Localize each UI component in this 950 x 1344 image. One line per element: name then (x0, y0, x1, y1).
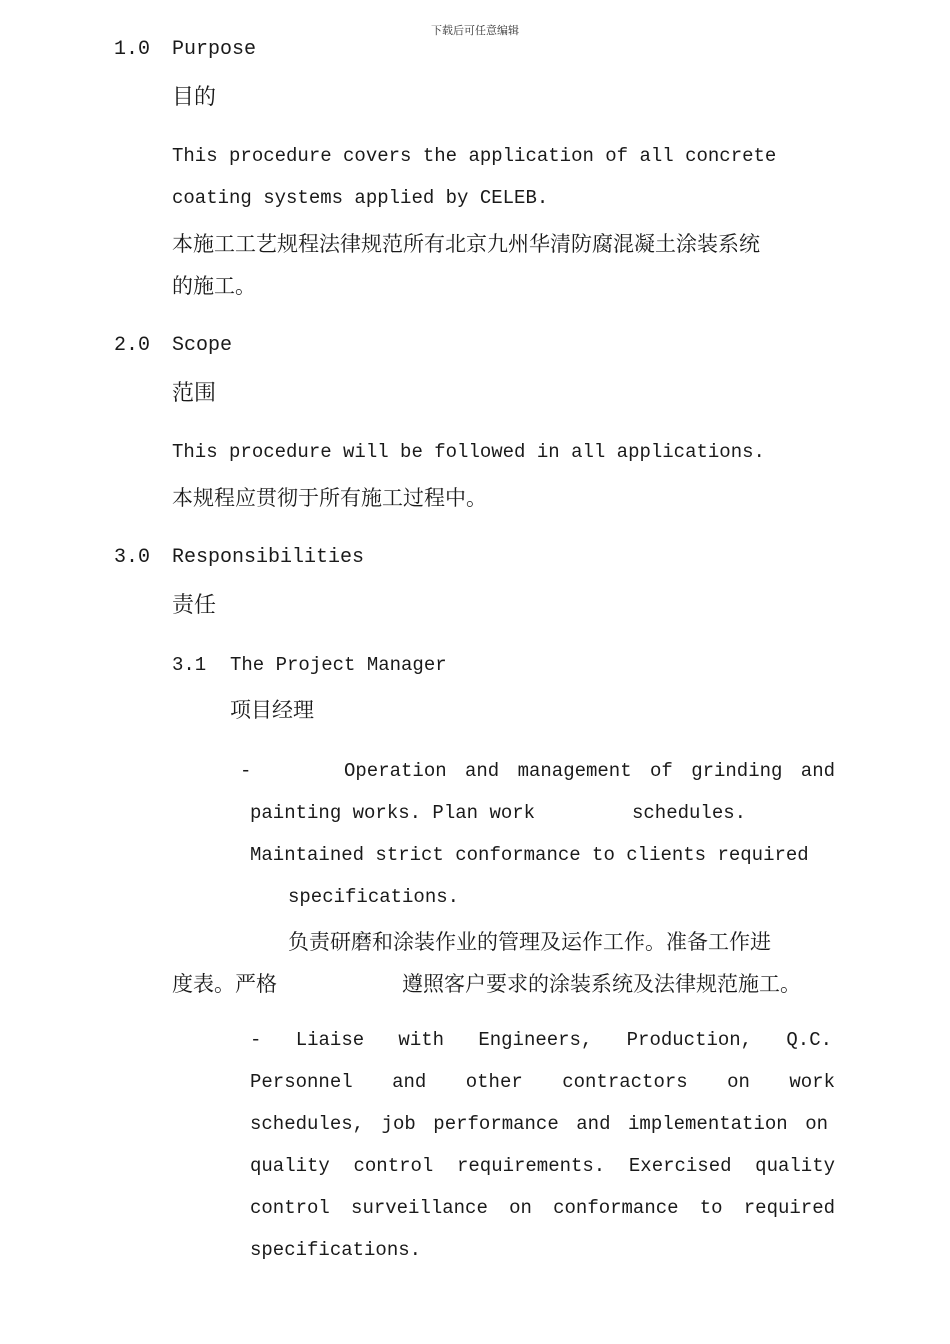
subsection-title-cn: 项目经理 (230, 698, 314, 722)
section-title: Purpose (172, 38, 257, 61)
section-title-cn: 目的 (172, 85, 217, 110)
subsection-number: 3.1 (172, 654, 207, 676)
list-item-line: painting works. Plan work (250, 802, 536, 824)
section-title: Responsibilities (172, 546, 365, 569)
subsection-title: The Project Manager (230, 654, 447, 676)
list-item-line: Maintained strict conformance to clients required (250, 844, 809, 866)
list-item-line: specifications. (250, 1239, 422, 1261)
paragraph-line: This procedure covers the application of all concrete (172, 145, 777, 167)
watermark: 下载后可任意编辑 (431, 24, 519, 37)
section-number: 1.0 (114, 38, 151, 61)
paragraph-line: coating systems applied by CELEB. (172, 187, 549, 209)
section-number: 3.0 (114, 546, 151, 569)
section-title-cn: 范围 (172, 381, 217, 406)
paragraph-line-cn: 本规程应贯彻于所有施工过程中。 (172, 486, 487, 510)
list-item-line-cn: 负责研磨和涂装作业的管理及运作工作。准备工作进 (288, 930, 771, 954)
section-title-cn: 责任 (172, 593, 217, 618)
list-item-line: quality control requirements. Exercised quality (250, 1155, 835, 1177)
list-item-line: control surveillance on conformance to required (250, 1197, 835, 1219)
paragraph-line-cn: 本施工工艺规程法律规范所有北京九州华清防腐混凝土涂装系统 (172, 232, 760, 256)
paragraph-line-cn: 的施工。 (172, 274, 256, 298)
section-number: 2.0 (114, 334, 151, 357)
list-item-line: specifications. (288, 886, 460, 908)
list-item-line: schedules, job performance and implementation on (250, 1113, 828, 1135)
list-item-line: schedules. (632, 802, 747, 824)
list-item-line-cn: 度表。严格 (172, 972, 277, 996)
list-item-line: - Liaise with Engineers, Production, Q.C. (250, 1029, 832, 1051)
list-dash: - (240, 760, 252, 782)
list-item-line-cn: 遵照客户要求的涂装系统及法律规范施工。 (402, 972, 801, 996)
list-item-line: Personnel and other contractors on work (250, 1071, 835, 1093)
list-item-line: Operation and management of grinding and (344, 760, 835, 782)
section-title: Scope (172, 334, 233, 357)
paragraph-line: This procedure will be followed in all applications. (172, 441, 765, 463)
